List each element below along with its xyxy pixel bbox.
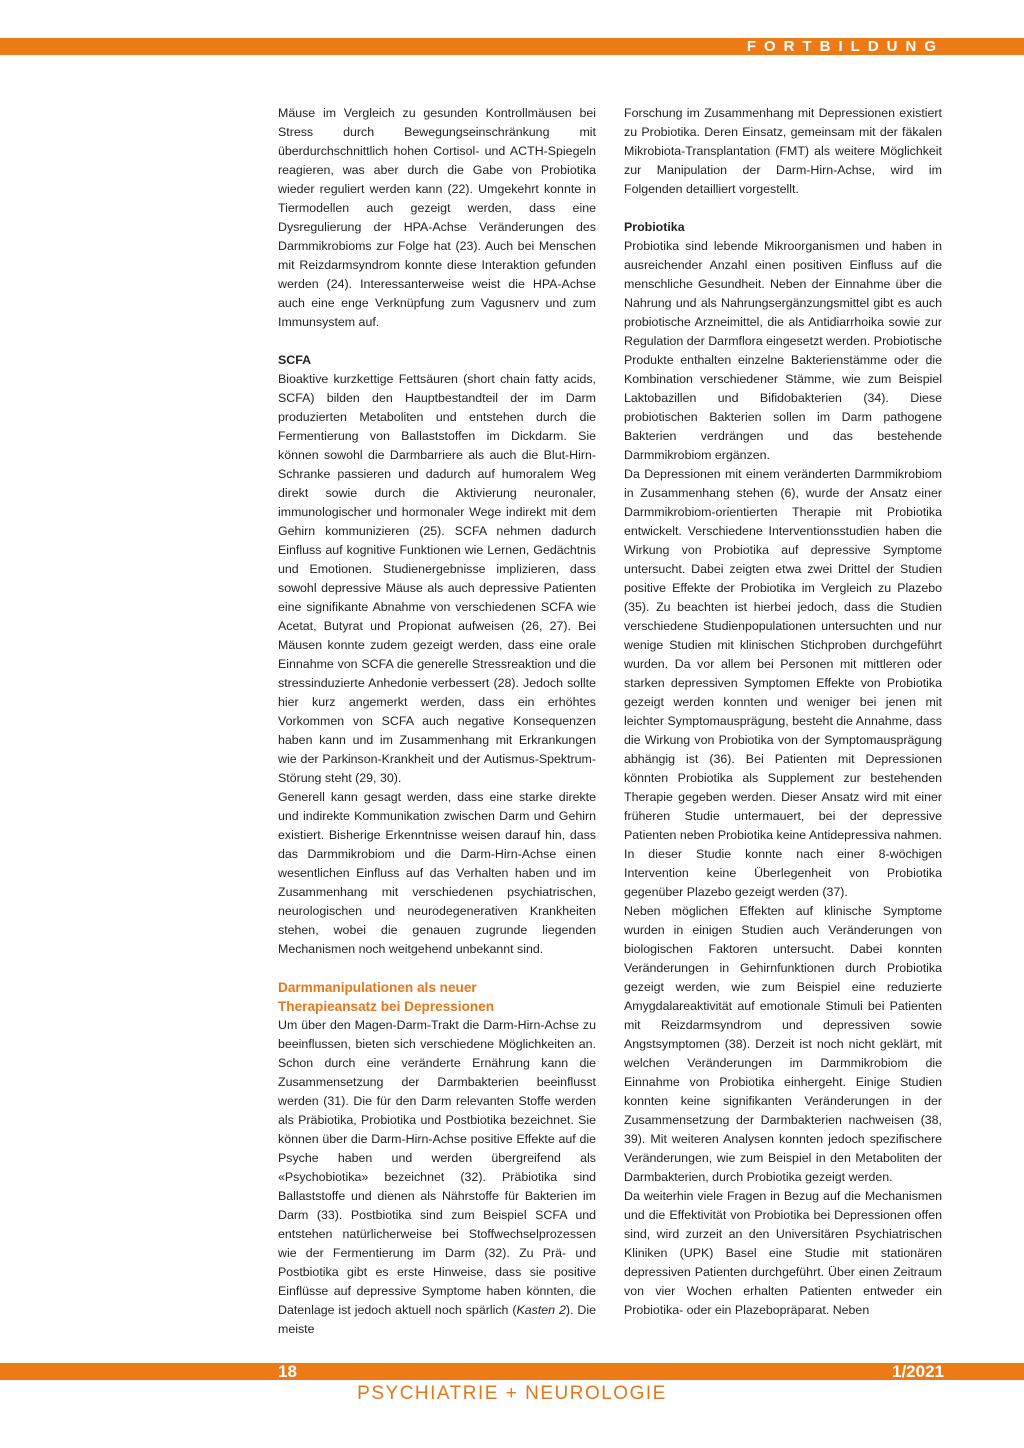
paragraph: Da weiterhin viele Fragen in Bezug auf die Mechanismen und die Effektivität von Probiotika bei Depressionen offen sind, wird zurzeit an den Universitären Psychiatrischen Kliniken (UPK) Basel eine Studie mit stationären depressiven Patienten durchgeführt. Über einen Zeitraum von vier Wochen erhalten Patienten entweder ein Probiotika- oder ein Plazebopräparat. Neben — [624, 1189, 942, 1317]
left-column — [278, 104, 596, 1339]
section-heading-line: Darmmanipulationen als neuer — [278, 980, 477, 995]
journal-title: PSYCHIATRIE + NEUROLOGIE — [357, 1383, 667, 1404]
issue-number: 1/2021 — [892, 1362, 944, 1381]
section-heading-line: Therapieansatz bei Depressionen — [278, 999, 495, 1014]
subheading-scfa: SCFA — [278, 353, 312, 367]
section-heading — [278, 978, 596, 1016]
right-column — [624, 104, 942, 1320]
page-number: 18 — [278, 1362, 297, 1381]
box-reference: Kasten 2 — [516, 1303, 566, 1317]
paragraph: Forschung im Zusammenhang mit Depressionen existiert zu Probiotika. Deren Einsatz, gemeinsam mit der fäkalen Mikrobiota-Transplantation (FMT) als weitere Möglichkeit zur Manipulation der Darm-Hirn-Achse, wird im Folgenden detailliert vorgestellt. — [624, 106, 942, 196]
paragraph — [278, 1016, 596, 1339]
subheading-probiotika: Probiotika — [624, 220, 685, 234]
paragraph: Probiotika sind lebende Mikroorganismen und haben in ausreichender Anzahl einen positiven Einfluss auf die menschliche Gesundheit. Neben der Einnahme über die Nahrung und als Nahrungsergänzungsmittel gibt es auch probiotische Arzneimittel, die als Antidiarrhoika sowie zur Regulation der Darmflora eingesetzt werden. Probiotische Produkte enthalten einzelne Bakterienstämme oder die Kombination verschiedener Stämme, wie zum Beispiel Laktobazillen und Bifidobakterien (34). Diese probiotischen Bakterien sollen im Darm pathogene Bakterien verdrängen und das bestehende Darmmikrobiom ergänzen. — [624, 239, 942, 462]
text-run: ). Die meiste — [278, 1303, 596, 1336]
paragraph: Bioaktive kurzkettige Fettsäuren (short chain fatty acids, SCFA) bilden den Hauptbestandteil der im Darm produzierten Metaboliten und entstehen durch die Fermentierung von Ballaststoffen im Dickdarm. Sie können sowohl die Darmbarriere als auch die Blut-Hirn-Schranke passieren und dadurch auf humoralem Weg direkt sowie durch die Aktivierung neuronaler, immunologischer und hormonaler Wege indirekt mit dem Gehirn kommunizieren (25). SCFA nehmen dadurch Einfluss auf kognitive Funktionen wie Lernen, Gedächtnis und Emotionen. Studienergebnisse implizieren, dass sowohl depressive Mäuse als auch depressive Patienten eine signifikante Abnahme von verschiedenen SCFA wie Acetat, Butyrat und Propionat aufweisen (26, 27). Bei Mäusen konnte zudem gezeigt werden, dass eine orale Einnahme von SCFA die generelle Stressreaktion und die stressinduzierte Anhedonie verbessert (28). Jedoch sollte hier kurz angemerkt werden, dass ein erhöhtes Vorkommen von SCFA auch negative Konsequenzen haben kann und im Zusammenhang mit Erkrankungen wie der Parkinson-Krankheit und der Autismus-Spektrum-Störung steht (29, 30). — [278, 372, 596, 785]
paragraph: Mäuse im Vergleich zu gesunden Kontrollmäusen bei Stress durch Bewegungseinschränkung mit überdurchschnittlich hohen Cortisol- und ACTH-Spiegeln reagieren, was aber durch die Gabe von Probiotika wieder reguliert werden kann (22). Umgekehrt konnte in Tiermodellen auch gezeigt werden, dass eine Dysregulierung der HPA-Achse Veränderungen des Darmmikrobioms zur Folge hat (23). Auch bei Menschen mit Reizdarmsyndrom konnte diese Interaktion gefunden werden (24). Interessanterweise weist die HPA-Achse auch eine enge Verknüpfung zum Vagusnerv und zum Immunsystem auf. — [278, 106, 596, 329]
footer-bar — [0, 1363, 1024, 1380]
header-bar — [0, 38, 1024, 55]
paragraph: Da Depressionen mit einem veränderten Darmmikrobiom in Zusammenhang stehen (6), wurde der Ansatz einer Darmmikrobiom-orientierten Therapie mit Probiotika entwickelt. Verschiedene Interventionsstudien haben die Wirkung von Probiotika auf depressive Symptome untersucht. Dabei zeigten etwa zwei Drittel der Studien positive Effekte der Probiotika im Vergleich zu Plazebo (35). Zu beachten ist hierbei jedoch, dass die Studien verschiedene Studienpopulationen untersuchten und nur wenige Studien mit klinischen Stichproben durchgeführt wurden. Da vor allem bei Personen mit mittleren oder starken depressiven Symptomen Effekte von Probiotika gezeigt werden konnten und weniger bei jenen mit leichter Symptomausprägung, besteht die Annahme, dass die Wirkung von Probiotika von der Symptomausprägung abhängig ist (36). Bei Patienten mit Depressionen könnten Probiotika als Supplement zur bestehenden Therapie gegeben werden. Dieser Ansatz wird mit einer früheren Studie untermauert, bei der depressive Patienten neben Probiotika keine Antidepressiva nahmen. In dieser Studie konnte nach einer 8-wöchigen Intervention keine Überlegenheit von Probiotika gegenüber Plazebo gezeigt werden (37). — [624, 467, 942, 899]
paragraph: Neben möglichen Effekten auf klinische Symptome wurden in einigen Studien auch Veränderungen von biologischen Faktoren untersucht. Dabei konnten Veränderungen in Gehirnfunktionen durch Probiotika gezeigt werden, wie zum Beispiel eine reduzierte Amygdalareaktivität auf emotionale Stimuli bei Patienten mit Reizdarmsyndrom und depressiven sowie Angstsymptomen (38). Derzeit ist noch nicht geklärt, mit welchen Veränderungen im Darmmikrobiom die Einnahme von Probiotika einhergeht. Einige Studien konnten keine signifikanten Veränderungen in der Zusammensetzung der Darmbakterien nachweisen (38, 39). Mit weiteren Analysen konnten jedoch spezifischere Veränderungen, wie zum Beispiel in den Metaboliten der Darmbakterien, durch Probiotika gezeigt werden. — [624, 904, 942, 1184]
text-run: Um über den Magen-Darm-Trakt die Darm-Hirn-Achse zu beeinflussen, bieten sich verschiedene Möglichkeiten an. Schon durch eine veränderte Ernährung kann die Zusammensetzung der Darmbakterien beeinflusst werden (31). Die für den Darm relevanten Stoffe werden als Präbiotika, Probiotika und Postbiotika bezeichnet. Sie können über die Darm-Hirn-Achse positive Effekte auf die Psyche haben und werden übergreifend als «Psychobiotika» bezeichnet (32). Präbiotika sind Ballaststoffe und dienen als Nährstoffe für Bakterien im Darm (33). Postbiotika sind zum Beispiel SCFA und entstehen natürlicherweise bei Stoffwechselprozessen wie der Fermentierung im Darm (32). Zu Prä- und Postbiotika gibt es erste Hinweise, dass sie positive Einflüsse auf depressive Symptome haben könnten, die Datenlage ist jedoch aktuell noch spärlich ( — [278, 1018, 596, 1317]
paragraph: Generell kann gesagt werden, dass eine starke direkte und indirekte Kommunikation zwischen Darm und Gehirn existiert. Bisherige Erkenntnisse weisen darauf hin, dass das Darmmikrobiom und die Darm-Hirn-Achse einen wesentlichen Einfluss auf das Verhalten haben und im Zusammenhang mit verschiedenen psychiatrischen, neurologischen und neurodegenerativen Krankheiten stehen, wobei die genauen zugrunde liegenden Mechanismen noch weitgehend unbekannt sind. — [278, 790, 596, 956]
section-label: FORTBILDUNG — [746, 38, 944, 55]
